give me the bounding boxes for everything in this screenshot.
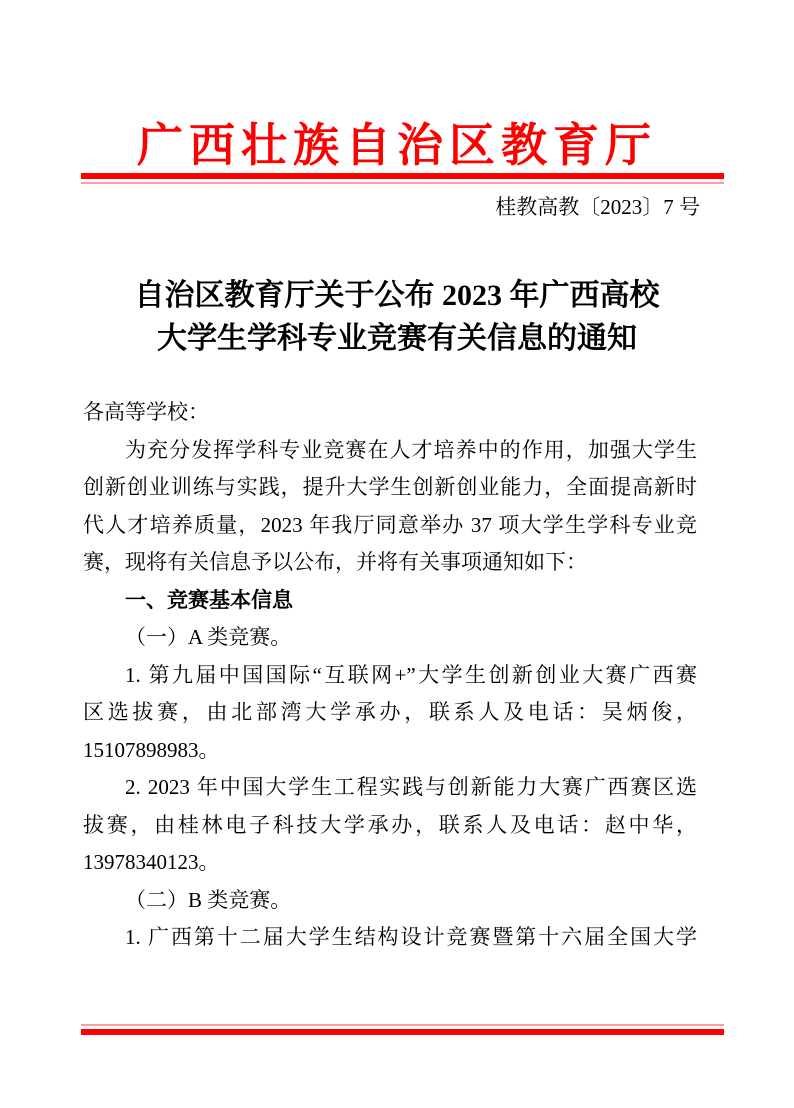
document-number: 桂教高教〔2023〕7 号 xyxy=(495,195,700,219)
footer-divider xyxy=(81,1024,724,1035)
document-title-line-1: 自治区教育厅关于公布 2023 年广西高校 xyxy=(134,279,660,312)
subsection-heading-class-a: （一）A 类竞赛。 xyxy=(125,625,292,649)
item-a2-line: 2. 2023 年中国大学生工程实践与创新能力大赛广西赛区选 xyxy=(125,775,697,799)
item-b1-line: 1. 广西第十二届大学生结构设计竞赛暨第十六届全国大学 xyxy=(125,925,697,949)
section-heading-competition-info: 一、竞赛基本信息 xyxy=(125,588,293,612)
item-a1-line: 区选拔赛，由北部湾大学承办，联系人及电话：吴炳俊， xyxy=(83,700,697,724)
item-a1-phone-line: 15107898983。 xyxy=(83,737,220,762)
intro-line: 赛，现将有关信息予以公布，并将有关事项通知如下： xyxy=(83,550,587,574)
document-title xyxy=(0,274,794,360)
intro-line: 为充分发挥学科专业竞赛在人才培养中的作用，加强大学生 xyxy=(125,437,697,462)
item-a1-line: 1. 第九届中国国际“互联网+”大学生创新创业大赛广西赛 xyxy=(125,662,697,687)
document-title-line-2: 大学生学科专业竞赛有关信息的通知 xyxy=(157,322,637,355)
intro-line: 代人才培养质量，2023 年我厅同意举办 37 项大学生学科专业竞 xyxy=(83,512,697,537)
item-a2-phone-line: 13978340123。 xyxy=(83,850,220,874)
divider-thin-rule xyxy=(81,182,724,184)
letterhead-divider xyxy=(81,173,724,184)
divider-thick-rule xyxy=(81,1029,724,1035)
intro-line: 创新创业训练与实践，提升大学生创新创业能力，全面提高新时 xyxy=(83,475,697,499)
item-a2-line: 拔赛，由桂林电子科技大学承办，联系人及电话：赵中华， xyxy=(83,812,697,837)
salutation-line: 各高等学校： xyxy=(83,400,209,424)
subsection-heading-class-b: （二）B 类竞赛。 xyxy=(125,887,292,912)
letterhead-title: 广西壮族自治区教育厅 xyxy=(137,120,657,171)
document-body xyxy=(83,394,697,957)
